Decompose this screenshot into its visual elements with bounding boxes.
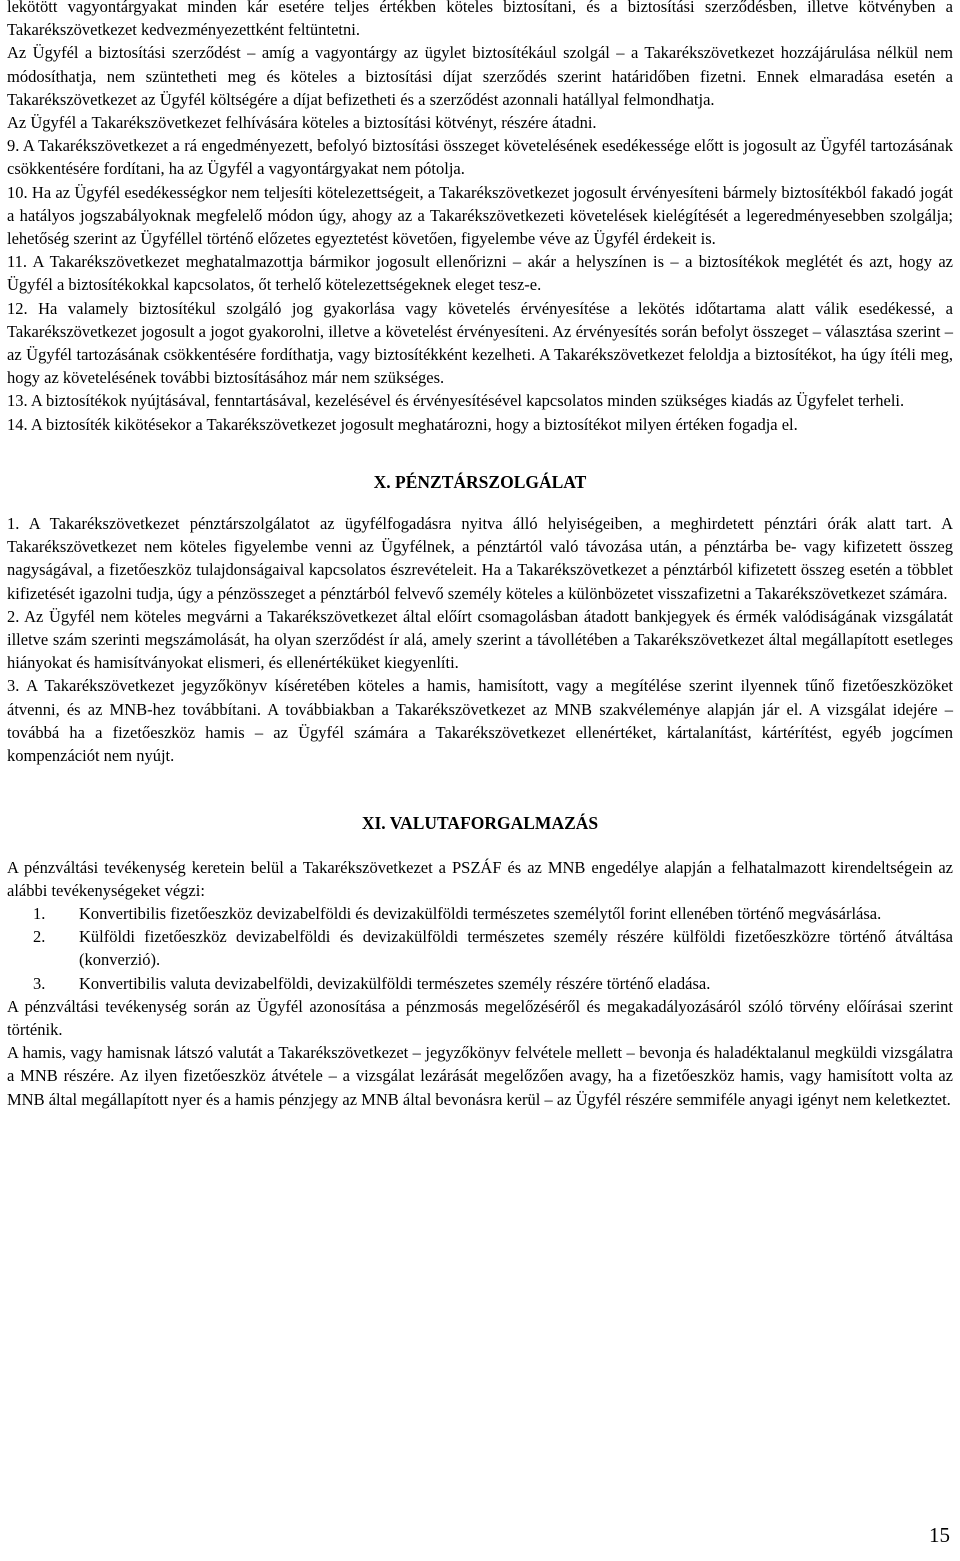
- list-item-number: 2.: [33, 927, 46, 947]
- list-item-number: 1.: [33, 903, 46, 923]
- list-item-text: Külföldi fizetőeszköz devizabelföldi és devizakülföldi természetes személy részére külföldi fizetőeszközre történő átváltása (konverzió).: [79, 927, 953, 970]
- paragraph-insurance-policy-handover: Az Ügyfél a Takarékszövetkezet felhívására köteles a biztosítási kötvényt, részére átadni.: [7, 113, 597, 133]
- paragraph-11: 11. A Takarékszövetkezet meghatalmazottja bármikor jogosult ellenőrizni – akár a helyszínen is – a biztosítékok meglétét és azt, hogy az Ügyfél a biztosítékokkal kapcsolatos, őt terhelő kötelezettségeknek eleget tesz-e.: [7, 252, 953, 295]
- paragraph-10: 10. Ha az Ügyfél esedékességkor nem teljesíti kötelezettségeit, a Takarékszövetkezet jogosult érvényesíteni bármely biztosítékból fakadó jogát a hatályos jogszabályoknak megfelelő módon úgy, ahogy az a Takarékszövetkezeti követelések kielégítését a legeredményesebben szolgálja; lehetőség szerint az Ügyféllel történő előzetes egyeztetést követően, figyelembe véve az Ügyfél érdekeit is.: [7, 182, 953, 249]
- paragraph-12: 12. Ha valamely biztosítékul szolgáló jog gyakorlása vagy követelés érvényesítése a lekötés időtartama alatt válik esedékessé, a Takarékszövetkezet jogosult a jogot gyakorolni, illetve a követelést érvényesíteni. Az érvényesítés során befolyt összeget – választása szerint – az Ügyfél tartozásának csökkentésére fordíthatja, vagy biztosítékként kezelheti. A Takarékszövetkezet feloldja a biztosítékot, ha úgy ítéli meg, hogy az követelésének további biztosításához már nem szükséges.: [7, 298, 953, 388]
- currency-counterfeit-paragraph: A hamis, vagy hamisnak látszó valutát a Takarékszövetkezet – jegyzőkönyv felvétele mellett – bevonja és haladéktalanul megküldi vizsgálatra a MNB részére. Az ilyen fizetőeszköz átvétele – a vizsgálat lezárását megelőzően avagy, ha a fizetőeszköz hamis, vagy hamisított volta az MNB által megállapított nyer és a hamis pénzjegy az MNB által bevonásra kerül – az Ügyfél részére semmiféle anyagi igényt nem keletkeztet.: [7, 1043, 953, 1109]
- document-page: [7, 0, 953, 1111]
- paragraph-9: 9. A Takarékszövetkezet a rá engedményezett, befolyó biztosítási összeget követelésének esedékessége előtt is jogosult az Ügyfél tartozásának csökkentésére fordítani, ha az Ügyfél a vagyontárgyakat nem pótolja.: [7, 136, 953, 179]
- paragraph-insurance-continuation: lekötött vagyontárgyakat minden kár esetére teljes értékben köteles biztosítani, és a biztosítási szerződésben, illetve kötvényben a Takarékszövetkezet kedvezményezettként feltüntetni.: [7, 0, 953, 40]
- currency-aml-paragraph: A pénzváltási tevékenység során az Ügyfél azonosítása a pénzmosás megelőzéséről és megakadályozásáról szóló törvény előírásai szerint történik.: [7, 996, 953, 1039]
- cash-paragraph-1: 1. A Takarékszövetkezet pénztárszolgálatot az ügyfélfogadásra nyitva álló helyiségeiben, a meghirdetett pénztári órák alatt tart. A Takarékszövetkezet nem köteles figyelembe venni az Ügyfélnek, a pénztártól való távozása után, a pénztárba be- vagy kifizetett összeg nagyságával, a fizetőeszköz tulajdonságaival kapcsolatos észrevételeit. Ha a Takarékszövetkezet a pénztárból kifizetett összeg esetén a többlet kifizetését igazolni tudja, úgy a pénzösszeget a pénztárból felvevő személy köteles a különbözetet visszafizetni a Takarékszövetkezet számára.: [7, 514, 953, 603]
- page-number: 15: [929, 1523, 950, 1547]
- list-item-number: 3.: [33, 973, 46, 993]
- paragraph-insurance-modification: Az Ügyfél a biztosítási szerződést – amíg a vagyontárgy az ügylet biztosítékául szolgál – a Takarékszövetkezet hozzájárulása nélkül nem módosíthatja, nem szüntetheti meg és köteles a biztosítási díjat szerződés szerint határidőben fizetni. Ennek elmaradása esetén a Takarékszövetkezet az Ügyfél költségére a díjat befizetheti és a szerződést azonnali hatállyal felmondhatja.: [7, 43, 953, 109]
- paragraph-14: 14. A biztosíték kikötésekor a Takarékszövetkezet jogosult meghatározni, hogy a biztosítékot milyen értéken fogadja el.: [7, 414, 798, 434]
- list-item-text: Konvertibilis fizetőeszköz devizabelföldi és devizakülföldi természetes személytől forint ellenében történő megvásárlása.: [79, 903, 882, 923]
- cash-paragraph-2: 2. Az Ügyfél nem köteles megvárni a Takarékszövetkezet által előírt csomagolásban átadott bankjegyek és érmék valódiságának vizsgálatát illetve szám szerinti megszámolását, ha olyan szerződést ír alá, amely szerint a távollétében a Takarékszövetkezet által megállapított esetleges hiányokat és hamisítványokat elismeri, és ellenértéküket kiegyenlíti.: [7, 606, 953, 673]
- list-item: [7, 925, 953, 971]
- list-item: [7, 972, 953, 995]
- list-item: [7, 902, 953, 925]
- paragraph-13: 13. A biztosítékok nyújtásával, fenntartásával, kezelésével és érvényesítésével kapcsolatos minden szükséges kiadás az Ügyfelet terheli.: [7, 391, 905, 411]
- section-heading-penztarszolgalat: X. PÉNZTÁRSZOLGÁLAT: [373, 471, 587, 492]
- cash-paragraph-3: 3. A Takarékszövetkezet jegyzőkönyv kíséretében köteles a hamis, hamisított, vagy a megítélése szerint ilyennek tűnő fizetőeszközöket átvenni, és az MNB-hez továbbítani. A továbbiakban a Takarékszövetkezet az MNB szakvéleménye alapján jár el. A vizsgálat idejére – továbbá ha a fizetőeszköz hamis – az Ügyfél számára a Takarékszövetkezet ellenértéket, kártalanítást, kártérítést, egyéb jogcímen kompenzációt nem nyújt.: [7, 676, 953, 766]
- section-heading-valutaforgalmazas: XI. VALUTAFORGALMAZÁS: [361, 813, 599, 834]
- list-item-text: Konvertibilis valuta devizabelföldi, devizakülföldi természetes személy részére történő eladása.: [79, 973, 711, 993]
- currency-services-list: [7, 902, 953, 995]
- currency-intro: A pénzváltási tevékenység keretein belül a Takarékszövetkezet a PSZÁF és az MNB engedélye alapján a felhatalmazott kirendeltségein az alábbi tevékenységeket végzi:: [7, 857, 953, 900]
